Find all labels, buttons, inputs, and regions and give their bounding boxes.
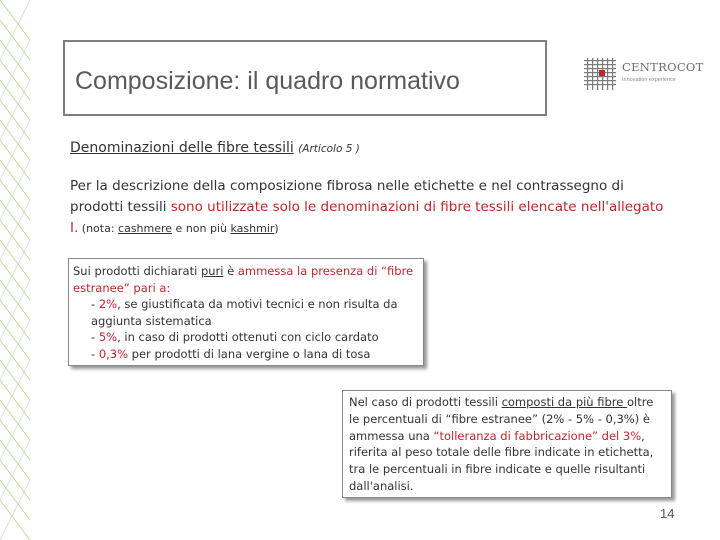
item2-text: , in caso di prodotti ottenuti con ciclo cardato [117, 330, 379, 344]
note-word-cashmere: cashmere [118, 222, 173, 235]
foreign-fibres-box [68, 258, 424, 366]
page-number: 14 [660, 506, 675, 521]
box1-intro [73, 263, 419, 296]
paragraph-text: Per la descrizione della composizione fibrosa nelle etichette e nel contrassegno di prodotti tessili [70, 178, 624, 215]
item3-prefix: - [91, 346, 99, 361]
logo-grid-icon [582, 56, 618, 92]
box2-text3: , riferita al peso totale delle fibre indicate in etichetta, tra le percentuali in fibre indicate e quelle risultanti dall'analisi. [349, 428, 654, 493]
box2-text2: oltre le percentuali di “fibre estranee” (2% - 5% - 0,3%) è ammessa una [349, 395, 654, 443]
tolerance-box [342, 390, 672, 498]
box1-intro-text: Sui prodotti dichiarati [73, 264, 201, 278]
box1-intro-text2: è [223, 264, 238, 278]
box1-intro-highlight: ammessa la presenza di “fibre estranee” pari a: [73, 264, 414, 295]
box2-highlight: “tolleranza di fabbricazione” del 3% [433, 428, 642, 443]
item2-value: 5% [98, 330, 118, 344]
item1-text: , se giustificata da motivi tecnici e non risulta da aggiunta sistematica [91, 297, 398, 328]
title-box [63, 40, 547, 116]
centrocot-logo [582, 52, 704, 96]
paragraph-note [78, 222, 278, 235]
note-prefix: (nota: [78, 222, 119, 235]
main-paragraph [70, 176, 670, 239]
list-item [91, 329, 419, 346]
item3-value: 0,3% [98, 346, 129, 361]
box1-intro-underlined: puri [200, 264, 224, 278]
slide-title: Composizione: il quadro normativo [75, 66, 460, 95]
item1-prefix: - [91, 297, 99, 311]
box2-underlined: composti da più fibre [501, 395, 628, 409]
list-item [91, 296, 419, 329]
list-item [91, 346, 419, 363]
box2-text: Nel caso di prodotti tessili [349, 395, 502, 409]
logo-tagline: Innovation experience [622, 77, 676, 83]
paragraph-highlight: sono utilizzate solo le denominazioni di fibre tessili elencate nell'allegato I. [70, 199, 664, 236]
note-word-kashmir: kashmir [230, 222, 275, 235]
note-middle: e non più [172, 222, 231, 235]
logo-name: CENTROCOT [622, 60, 704, 74]
subheading-text: Denominazioni delle fibre tessili [70, 140, 294, 156]
item2-prefix: - [91, 330, 99, 344]
item3-text: per prodotti di lana vergine o lana di tosa [128, 346, 371, 361]
item1-value: 2% [98, 297, 118, 311]
note-suffix: ) [274, 222, 279, 235]
subheading [70, 140, 360, 156]
subheading-article: (Articolo 5 ) [298, 143, 360, 155]
decorative-line-pattern [0, 0, 30, 540]
